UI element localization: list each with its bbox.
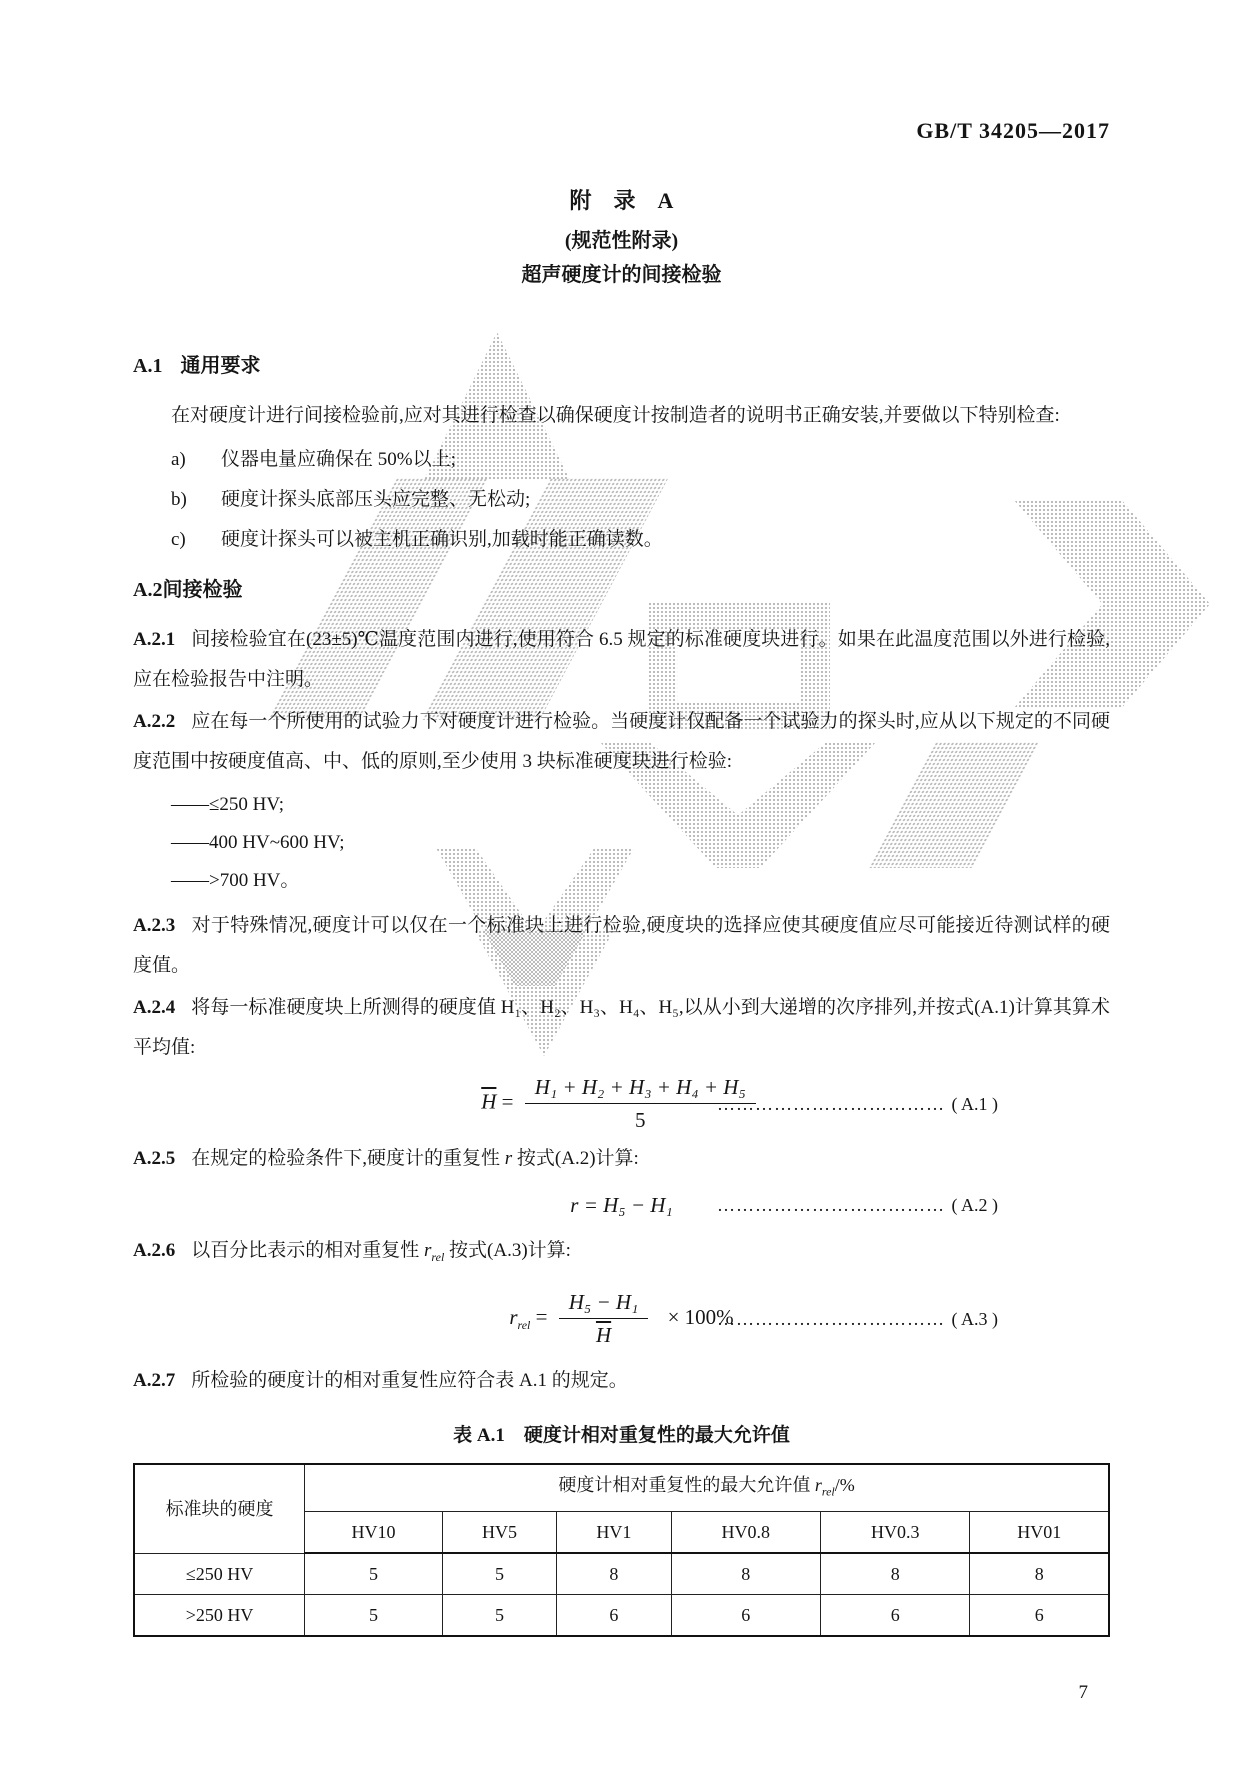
span-header-text: 硬度计相对重复性的最大允许值 xyxy=(558,1474,815,1495)
table-a1-title: 表 A.1 硬度计相对重复性的最大允许值 xyxy=(453,1424,790,1446)
span-header-suffix: /% xyxy=(834,1474,855,1495)
formula-a2-leader xyxy=(717,1185,998,1225)
heading-a2 xyxy=(133,576,1110,604)
table-cell: 8 xyxy=(820,1553,969,1595)
paragraph-a24-label: A.2.4 xyxy=(133,997,176,1018)
table-row xyxy=(134,1553,1109,1595)
equation-number: ( A.1 ) xyxy=(951,1093,998,1114)
column-header-hv0-8: HV0.8 xyxy=(671,1512,820,1554)
formula-a3-leader xyxy=(717,1299,998,1339)
paragraph-a22-text: 应在每一个所使用的试验力下对硬度计进行检验。当硬度计仅配备一个试验力的探头时,应从以下规定的不同硬度范围中按硬度值高、中、低的原则,至少使用 3 块标准硬度块进行检验: xyxy=(133,711,1110,772)
paragraph-a21-label: A.2.1 xyxy=(133,629,176,650)
table-cell: 5 xyxy=(442,1595,556,1637)
hardness-range-list xyxy=(133,786,1110,900)
paragraph-a26-label: A.2.6 xyxy=(133,1240,176,1261)
column-header-hv5: HV5 xyxy=(442,1512,556,1554)
fraction-denominator: H xyxy=(595,1323,612,1348)
paragraph-a27-label: A.2.7 xyxy=(133,1369,176,1391)
equation-number: ( A.2 ) xyxy=(951,1195,998,1215)
page-number: 7 xyxy=(1078,1682,1088,1704)
paragraph-a21-text: 间接检验宜在(23±5)℃温度范围内进行,使用符合 6.5 规定的标准硬度块进行。如果在此温度范围以外进行检验,应在检验报告中注明。 xyxy=(133,629,1110,690)
table-cell: 5 xyxy=(305,1553,443,1595)
paragraph-a23-label: A.2.3 xyxy=(133,915,176,936)
dot-leader: ……………………………… xyxy=(717,1093,945,1114)
list-item-a-label: a) xyxy=(171,449,186,470)
heading-a2-text: 间接检验 xyxy=(162,579,243,601)
list-item-a xyxy=(133,440,1110,480)
paragraph-a21 xyxy=(133,620,1110,700)
fraction-numerator: H₅ − H₁ xyxy=(559,1289,649,1319)
list-item-b-label: b) xyxy=(171,489,187,510)
row-label: >250 HV xyxy=(134,1595,305,1637)
normative-annex-label: (规范性附录) xyxy=(564,230,679,252)
table-span-header xyxy=(305,1464,1109,1512)
paragraph-a26-text-suffix: 按式(A.3)计算: xyxy=(444,1240,571,1261)
formula-a1 xyxy=(133,1074,1110,1133)
paragraph-a24-text: 将每一标准硬度块上所测得的硬度值 H₁、H₂、H₃、H₄、H₅,以从小到大递增的次序排列,并按式(A.1)计算其算术平均值: xyxy=(133,997,1110,1058)
list-item-c-label: c) xyxy=(171,529,186,550)
table-cell: 6 xyxy=(557,1595,671,1637)
heading-a1 xyxy=(133,352,1110,380)
dot-leader: ……………………………… xyxy=(717,1308,945,1329)
table-cell: 5 xyxy=(442,1553,556,1595)
column-header-hv10: HV10 xyxy=(305,1512,443,1554)
heading-a2-number: A.2 xyxy=(133,579,163,601)
table-cell: 8 xyxy=(671,1553,820,1595)
symbol-base: r xyxy=(814,1474,822,1495)
table-row xyxy=(134,1595,1109,1637)
list-item-b-text: 硬度计探头底部压头应完整、无松动; xyxy=(221,489,531,510)
list-item-a-text: 仪器电量应确保在 50%以上; xyxy=(221,449,456,470)
paragraph-a25-label: A.2.5 xyxy=(133,1148,176,1169)
relative-repeatability-symbol xyxy=(814,1474,835,1499)
paragraph-a26 xyxy=(133,1231,1110,1277)
formula-a3 xyxy=(133,1283,1110,1355)
times-100-percent: × 100% xyxy=(667,1304,734,1329)
relative-repeatability-symbol xyxy=(509,1304,531,1332)
dot-leader: ……………………………… xyxy=(717,1195,945,1215)
paragraph-a27-text: 所检验的硬度计的相对重复性应符合表 A.1 的规定。 xyxy=(191,1369,628,1391)
repeatability-symbol: r xyxy=(504,1148,513,1169)
paragraph-a1-intro: 在对硬度计进行间接检验前,应对其进行检查以确保硬度计按制造者的说明书正确安装,并要做以下特别检查: xyxy=(171,405,1060,426)
paragraph-a26-text-prefix: 以百分比表示的相对重复性 xyxy=(191,1240,424,1261)
table-cell: 8 xyxy=(970,1553,1109,1595)
formula-a2 xyxy=(133,1185,1110,1225)
table-cell: 6 xyxy=(671,1595,820,1637)
symbol-base: r xyxy=(424,1240,432,1261)
equation-number: ( A.3 ) xyxy=(951,1308,998,1329)
table-a1 xyxy=(133,1463,1110,1638)
symbol-subscript: rel xyxy=(431,1249,445,1264)
symbol-base: r xyxy=(509,1304,518,1329)
table-cell: 8 xyxy=(557,1553,671,1595)
paragraph-a25 xyxy=(133,1139,1110,1179)
paragraph-a24 xyxy=(133,988,1110,1068)
checklist xyxy=(133,440,1110,560)
formula-a1-leader xyxy=(717,1084,998,1124)
appendix-title-block xyxy=(133,186,1110,288)
paragraph-a23-text: 对于特殊情况,硬度计可以仅在一个标准块上进行检验,硬度块的选择应使其硬度值应尽可能接近待测试样的硬度值。 xyxy=(133,915,1110,976)
table-cell: 6 xyxy=(820,1595,969,1637)
mean-hardness-symbol: $\overline{H}$ xyxy=(481,1089,497,1114)
standard-code: GB/T 34205—2017 xyxy=(916,118,1110,143)
fraction-numerator: H₁ + H₂ + H₃ + H₄ + H₅ xyxy=(525,1074,756,1104)
column-header-hv0-3: HV0.3 xyxy=(820,1512,969,1554)
fraction xyxy=(559,1289,649,1348)
column-header-hv1: HV1 xyxy=(557,1512,671,1554)
hardness-range-item: ——400 HV~600 HV; xyxy=(171,832,345,853)
symbol-subscript: rel xyxy=(517,1317,531,1332)
list-item-c-text: 硬度计探头可以被主机正确识别,加载时能正确读数。 xyxy=(221,529,663,550)
table-cell: 6 xyxy=(970,1595,1109,1637)
fraction-denominator: 5 xyxy=(635,1108,646,1132)
relative-repeatability-symbol xyxy=(424,1240,445,1264)
list-item-b xyxy=(133,480,1110,520)
hardness-range-item: ——>700 HV。 xyxy=(171,870,300,891)
appendix-title: 附 录 A xyxy=(569,188,674,213)
formula-a2-expression: r = H₅ − H₁ xyxy=(570,1193,673,1217)
equals-sign: = xyxy=(501,1089,514,1114)
hardness-range-item: ——≤250 HV; xyxy=(171,794,284,815)
paragraph-a25-text-prefix: 在规定的检验条件下,硬度计的重复性 xyxy=(191,1148,505,1169)
list-item-c xyxy=(133,520,1110,560)
formula-a3-expression xyxy=(509,1289,733,1348)
paragraph-a27 xyxy=(133,1361,1110,1401)
table-cell: 5 xyxy=(305,1595,443,1637)
heading-a1-text: 通用要求 xyxy=(180,355,261,377)
equals-sign: = xyxy=(535,1304,548,1329)
paragraph-a25-text-suffix: 按式(A.2)计算: xyxy=(512,1148,639,1169)
row-label: ≤250 HV xyxy=(134,1553,305,1595)
symbol-subscript: rel xyxy=(821,1484,835,1499)
column-header-hv01: HV01 xyxy=(970,1512,1109,1554)
heading-a1-number: A.1 xyxy=(133,355,163,377)
paragraph-a23 xyxy=(133,906,1110,986)
paragraph-a22 xyxy=(133,702,1110,782)
paragraph-a22-label: A.2.2 xyxy=(133,711,176,732)
table-col1-header: 标准块的硬度 xyxy=(134,1464,305,1554)
appendix-subject: 超声硬度计的间接检验 xyxy=(521,264,722,286)
